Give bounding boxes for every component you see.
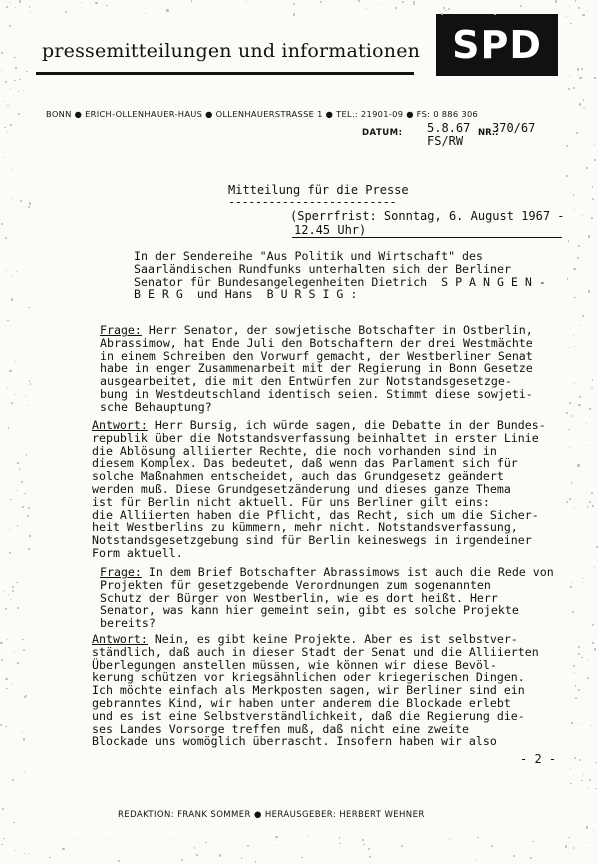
answer-2-text: Nein, es gibt keine Projekte. Aber es ist selbstver- ständlich, daß auch in dieser Stadt der Senat und die Alliierten Überlegungen anstellen müssen, wie können wir diese Bevöl- kerung schützen vor kriegsähnlichen oder kriegerischen Dingen. Ich möchte einfach als Merkposten sagen, wir Berliner sind ein gebranntes Kind, wir haben unter anderem die Blockade erlebt und es ist eine Selbstverständlichkeit, daß die Regierung die- ses Landes Vorsorge treffen muß, daß nicht eine zweite Blockade uns womöglich überrascht. Insofern haben wir also <box>92 632 539 749</box>
scan-speck <box>28 853 29 854</box>
scan-speck <box>106 838 107 839</box>
scan-speck <box>0 724 2 726</box>
scan-speck <box>594 77 596 79</box>
scan-speck <box>592 186 593 187</box>
scan-speck <box>20 200 22 202</box>
scan-speck <box>29 380 30 381</box>
scan-speck <box>49 857 50 858</box>
scan-speck <box>587 11 588 12</box>
scan-speck <box>6 6 8 8</box>
scan-speck <box>12 779 14 781</box>
answer-2 <box>92 633 539 748</box>
scan-speck <box>413 3 415 5</box>
datum-label: DATUM: <box>362 128 403 138</box>
question-2 <box>100 566 554 630</box>
scan-speck <box>591 388 593 390</box>
scan-speck <box>589 501 591 503</box>
scan-speck <box>5 237 7 239</box>
scan-speck <box>205 842 206 843</box>
scan-speck <box>29 202 31 204</box>
scan-speck <box>16 490 17 491</box>
scan-speck <box>578 653 580 655</box>
scan-speck <box>3 591 4 592</box>
scan-speck <box>21 481 23 483</box>
scan-speck <box>22 506 24 508</box>
scan-speck <box>491 845 493 847</box>
scan-speck <box>439 10 440 11</box>
scan-speck <box>77 838 78 839</box>
scan-speck <box>583 774 584 775</box>
answer-1-text: Herr Bursig, ich würde sagen, die Debatte in der Bundes- republik über die Notstandsverfassung beinhaltet in erster Linie die Ablösung alliierter Rechte, die noch vorhanden sind in diesem Komplex. Das bedeutet, daß wenn das Parlament sich für solche Maßnahmen entscheidet, auch das Grundgesetz geändert werden muß. Diese Grundgesetzänderung und dieses ganze Thema ist für Berlin nicht aktuell. Für uns Berliner gilt eins: die Alliierten haben die Pflicht, das Recht, sich um die Sicher- heit Westberlins zu kümmern, mehr nicht. Notstandsverfassung, Notstandsgesetzgebung sind für Berlin keineswegs in irgendeiner Form aktuell. <box>92 418 546 560</box>
scan-speck <box>571 582 572 583</box>
embargo-rule <box>292 237 562 238</box>
scan-speck <box>532 841 533 842</box>
scan-speck <box>566 175 568 177</box>
scan-speck <box>574 757 576 759</box>
scan-speck <box>569 402 571 404</box>
scan-speck <box>11 276 12 277</box>
scan-speck <box>7 132 9 134</box>
scan-speck <box>5 678 7 680</box>
scan-speck <box>3 157 4 158</box>
scan-speck <box>15 361 16 362</box>
scan-speck <box>65 11 67 13</box>
scan-speck <box>594 648 596 650</box>
scan-speck <box>27 405 28 406</box>
scan-speck <box>573 268 575 270</box>
scan-speck <box>573 847 575 849</box>
scan-speck <box>578 7 580 9</box>
scan-speck <box>17 607 19 609</box>
scan-speck <box>395 7 397 9</box>
scan-speck <box>24 853 25 854</box>
scan-speck <box>30 383 31 384</box>
scan-speck <box>583 107 585 109</box>
letterhead-address: BONN ● ERICH-OLLENHAUER-HAUS ● OLLENHAUERSTRASSE 1 ● TEL.: 21901-09 ● FS: 0 886 306 <box>46 109 479 119</box>
scan-speck <box>576 132 578 134</box>
page-number: - 2 - <box>520 752 557 766</box>
scan-speck <box>12 590 14 592</box>
scan-speck <box>23 90 24 91</box>
scan-speck <box>570 783 572 785</box>
scan-speck <box>15 7 16 8</box>
scan-speck <box>11 298 13 300</box>
embargo-line-1: (Sperrfrist: Sonntag, 6. August 1967 - <box>290 209 565 223</box>
scan-speck <box>293 13 295 15</box>
scan-speck <box>307 836 309 838</box>
scan-speck <box>14 80 16 82</box>
scan-speck <box>592 198 594 200</box>
scan-speck <box>568 240 570 242</box>
scan-speck <box>11 169 12 170</box>
scan-speck <box>566 501 568 503</box>
scan-speck <box>578 75 579 76</box>
scan-speck <box>10 124 12 126</box>
scan-speck <box>1 70 2 71</box>
scan-speck <box>247 845 249 847</box>
scan-speck <box>1 52 3 54</box>
scan-speck <box>363 844 364 845</box>
scan-speck <box>595 788 596 789</box>
scan-speck <box>577 68 579 70</box>
scan-speck <box>358 0 360 2</box>
scan-speck <box>575 0 577 2</box>
scan-speck <box>592 624 594 626</box>
scan-speck <box>6 688 7 689</box>
question-1-label: Frage: <box>100 323 142 337</box>
scan-speck <box>18 113 20 115</box>
question-2-text: In dem Brief Botschafter Abrassimows ist auch die Rede von Projekten für gesetzgebende Verordnungen zum sogenannten Schutz der Bürger von Westberlin, wie es dort heißt. Herr Senator, was kann hier gemeint sein, gibt es solche Projekte bereits? <box>100 565 554 631</box>
scan-speck <box>568 837 570 839</box>
scan-speck <box>12 683 13 684</box>
nr-value: 370/67 <box>492 121 536 135</box>
scan-speck <box>15 850 16 851</box>
scan-speck <box>2 808 4 810</box>
scan-speck <box>15 394 16 395</box>
scan-speck <box>577 257 579 259</box>
scan-speck <box>574 346 576 348</box>
intro-paragraph: In der Sendereihe "Aus Politik und Wirtschaft" des Saarländischen Rundfunks unterhalten sich der Berliner Senator für Bundesangelegenheiten Dietrich S P A N G E N - B E R G und Hans B U R S I G : <box>134 249 546 302</box>
scan-speck <box>582 14 584 16</box>
scan-speck <box>1 659 3 661</box>
scan-speck <box>4 127 5 128</box>
scan-speck <box>5 608 7 610</box>
scan-speck <box>592 642 593 643</box>
scan-speck <box>569 447 570 448</box>
scan-speck <box>566 145 568 147</box>
scan-speck <box>22 639 23 640</box>
scan-speck <box>573 194 575 196</box>
scan-speck <box>579 77 581 79</box>
scan-speck <box>1 844 2 845</box>
scan-speck <box>10 599 11 600</box>
scan-speck <box>95 2 97 4</box>
scan-speck <box>594 159 596 161</box>
scan-speck <box>588 290 590 292</box>
scan-speck <box>572 611 574 613</box>
scan-speck <box>22 732 23 733</box>
scan-speck <box>381 4 383 6</box>
scan-speck <box>582 582 583 583</box>
scan-speck <box>28 548 30 550</box>
scan-speck <box>24 493 26 495</box>
nr-label: NR.: <box>478 128 499 138</box>
scan-speck <box>589 408 591 410</box>
scan-speck <box>575 685 576 686</box>
scan-speck <box>586 423 587 424</box>
scan-speck <box>118 860 120 862</box>
scan-speck <box>573 335 574 336</box>
scan-speck <box>17 525 18 526</box>
scan-speck <box>9 552 11 554</box>
scan-speck <box>320 1 322 3</box>
question-2-label: Frage: <box>100 565 142 579</box>
scan-speck <box>28 307 30 309</box>
scan-speck <box>582 215 583 216</box>
scan-speck <box>592 505 594 507</box>
scan-speck <box>23 649 25 651</box>
letterhead-footer: REDAKTION: FRANK SOMMER ● HERAUSGEBER: HERBERT WEHNER <box>118 810 425 820</box>
scan-speck <box>293 3 295 5</box>
notice-title: Mitteilung für die Presse <box>228 183 409 197</box>
scan-speck <box>530 857 532 859</box>
scan-speck <box>565 845 567 847</box>
scan-speck <box>574 508 575 509</box>
scan-speck <box>277 845 278 846</box>
scan-speck <box>5 726 6 727</box>
scan-speck <box>30 12 31 13</box>
scan-speck <box>11 402 13 404</box>
scan-speck <box>145 13 146 14</box>
scan-speck <box>575 697 577 699</box>
scan-speck <box>219 854 221 856</box>
scan-speck <box>362 839 364 841</box>
scan-speck <box>339 837 340 838</box>
scan-speck <box>587 506 588 507</box>
scan-speck <box>567 278 569 280</box>
scan-speck <box>494 14 495 15</box>
scan-speck <box>582 315 584 317</box>
scan-speck <box>583 99 584 100</box>
scan-speck <box>255 861 257 863</box>
scan-speck <box>23 738 25 740</box>
scan-speck <box>588 788 589 789</box>
scan-speck <box>589 779 591 781</box>
scan-speck <box>62 848 64 850</box>
scan-speck <box>29 535 30 536</box>
scan-speck <box>7 320 8 321</box>
letterhead-title: pressemitteilungen und informationen <box>42 40 421 62</box>
scan-speck <box>26 71 27 72</box>
scan-speck <box>15 67 17 69</box>
scan-speck <box>196 854 198 856</box>
scan-speck <box>28 507 30 509</box>
scan-speck <box>592 379 593 380</box>
scan-speck <box>578 646 580 648</box>
scan-speck <box>587 659 588 660</box>
scan-speck <box>6 270 7 271</box>
scan-speck <box>593 830 594 831</box>
scan-speck <box>571 415 572 416</box>
scan-speck <box>579 396 581 398</box>
scan-speck <box>591 725 592 726</box>
scan-speck <box>513 855 515 857</box>
answer-1 <box>92 419 546 560</box>
scan-speck <box>571 482 573 484</box>
scan-speck <box>566 412 568 414</box>
scan-speck <box>181 859 183 861</box>
scan-speck <box>17 662 19 664</box>
letterhead-rule <box>36 72 414 75</box>
scan-speck <box>581 68 583 70</box>
scan-speck <box>9 529 10 530</box>
scan-speck <box>9 2 10 3</box>
scan-speck <box>19 468 21 470</box>
scan-speck <box>570 23 571 24</box>
scan-speck <box>10 499 11 500</box>
scan-speck <box>595 762 597 764</box>
scan-speck <box>578 723 579 724</box>
scan-speck <box>7 105 8 106</box>
scan-speck <box>586 167 588 169</box>
scan-speck <box>476 860 477 861</box>
scan-speck <box>301 857 303 859</box>
scan-speck <box>17 462 19 464</box>
scan-speck <box>477 837 479 839</box>
answer-2-label: Antwort: <box>92 632 148 646</box>
scan-speck <box>26 454 28 456</box>
scan-speck <box>568 88 570 90</box>
scan-speck <box>166 9 168 11</box>
scan-speck <box>7 639 8 640</box>
scan-speck <box>449 839 450 840</box>
scan-speck <box>578 404 580 406</box>
scan-speck <box>443 7 445 9</box>
scan-speck <box>520 5 522 7</box>
scan-speck <box>81 2 82 3</box>
scan-speck <box>581 657 582 658</box>
scan-speck <box>13 822 14 823</box>
scan-speck <box>18 91 19 92</box>
scan-speck <box>594 567 595 568</box>
scan-speck <box>0 642 2 644</box>
scan-speck <box>448 8 450 10</box>
scan-speck <box>579 103 581 105</box>
scan-speck <box>586 445 587 446</box>
scan-speck <box>19 0 21 2</box>
scan-speck <box>5 81 7 83</box>
scan-speck <box>574 209 575 210</box>
scan-speck <box>401 845 403 847</box>
scan-speck <box>586 842 587 843</box>
datum-value: 5.8.67 <box>427 121 471 135</box>
scan-speck <box>194 847 196 849</box>
scan-speck <box>577 464 579 466</box>
scan-speck <box>24 771 25 772</box>
scan-speck <box>570 768 571 769</box>
scan-speck <box>574 672 575 673</box>
scan-speck <box>24 696 26 698</box>
scan-speck <box>14 651 15 652</box>
scan-speck <box>591 492 593 494</box>
scan-speck <box>16 271 17 272</box>
scan-speck <box>9 25 11 27</box>
scan-speck <box>16 582 18 584</box>
scan-speck <box>11 198 12 199</box>
scan-speck <box>14 57 15 58</box>
author-initials: FS/RW <box>427 134 464 148</box>
scan-speck <box>573 665 575 667</box>
scan-speck <box>10 88 12 90</box>
scan-speck <box>28 206 30 208</box>
scan-speck <box>170 838 171 839</box>
scan-speck <box>555 0 557 2</box>
scan-speck <box>574 383 575 384</box>
scan-speck <box>106 5 108 7</box>
scan-speck <box>569 6 571 8</box>
scan-speck <box>570 586 572 588</box>
scan-speck <box>339 843 340 844</box>
scan-speck <box>569 76 570 77</box>
scan-speck <box>246 1 247 2</box>
scan-speck <box>578 245 580 247</box>
scan-speck <box>1 223 3 225</box>
scan-speck <box>25 396 27 398</box>
question-1-text: Herr Senator, der sowjetische Botschafter in Ostberlin, Abrassimow, hat Ende Juli den Botschaftern der drei Westmächte in einem Schreiben den Vorwurf gemacht, der Westberliner Senat habe in enger Zusammenarbeit mit der Regierung in Bonn Gesetze ausgearbeitet, die mit den Entwürfen zur Notstandsgesetzge- bung in Westdeutschland identisch seien. Stimmt diese sowjeti- sche Behauptung? <box>100 323 533 414</box>
scan-speck <box>9 370 11 372</box>
scan-speck <box>8 427 10 429</box>
scan-speck <box>241 857 243 859</box>
scan-speck <box>27 515 29 517</box>
spd-logo: SPD <box>436 14 558 76</box>
scan-speck <box>445 10 447 12</box>
scan-speck <box>368 848 370 850</box>
scan-speck <box>451 838 452 839</box>
scan-speck <box>568 429 569 430</box>
scan-speck <box>8 594 9 595</box>
scan-speck <box>4 101 5 102</box>
scan-speck <box>594 144 595 145</box>
scan-speck <box>571 722 572 723</box>
answer-1-label: Antwort: <box>92 418 148 432</box>
embargo-line-2: 12.45 Uhr) <box>294 223 367 237</box>
scan-speck <box>12 586 14 588</box>
scan-speck <box>581 780 583 782</box>
scan-speck <box>19 79 21 81</box>
scan-speck <box>588 235 590 237</box>
scan-speck <box>29 6 31 8</box>
scan-speck <box>583 578 584 579</box>
scan-speck <box>578 689 580 691</box>
scan-speck <box>574 297 575 298</box>
scan-speck <box>569 498 571 500</box>
scan-speck <box>569 347 570 348</box>
scan-speck <box>566 16 567 17</box>
question-1 <box>100 324 533 414</box>
scan-speck <box>402 1 404 3</box>
scan-speck <box>579 325 580 326</box>
notice-title-underline: ------------------------- <box>228 195 397 209</box>
scan-speck <box>7 387 8 388</box>
scan-speck <box>579 759 581 761</box>
scan-speck <box>369 856 371 858</box>
scan-speck <box>586 826 588 828</box>
scan-speck <box>573 87 575 89</box>
scan-speck <box>191 0 193 2</box>
scan-speck <box>275 836 277 838</box>
scan-speck <box>3 838 5 840</box>
scan-speck <box>587 677 589 679</box>
scan-speck <box>591 217 593 219</box>
scan-speck <box>366 8 367 9</box>
